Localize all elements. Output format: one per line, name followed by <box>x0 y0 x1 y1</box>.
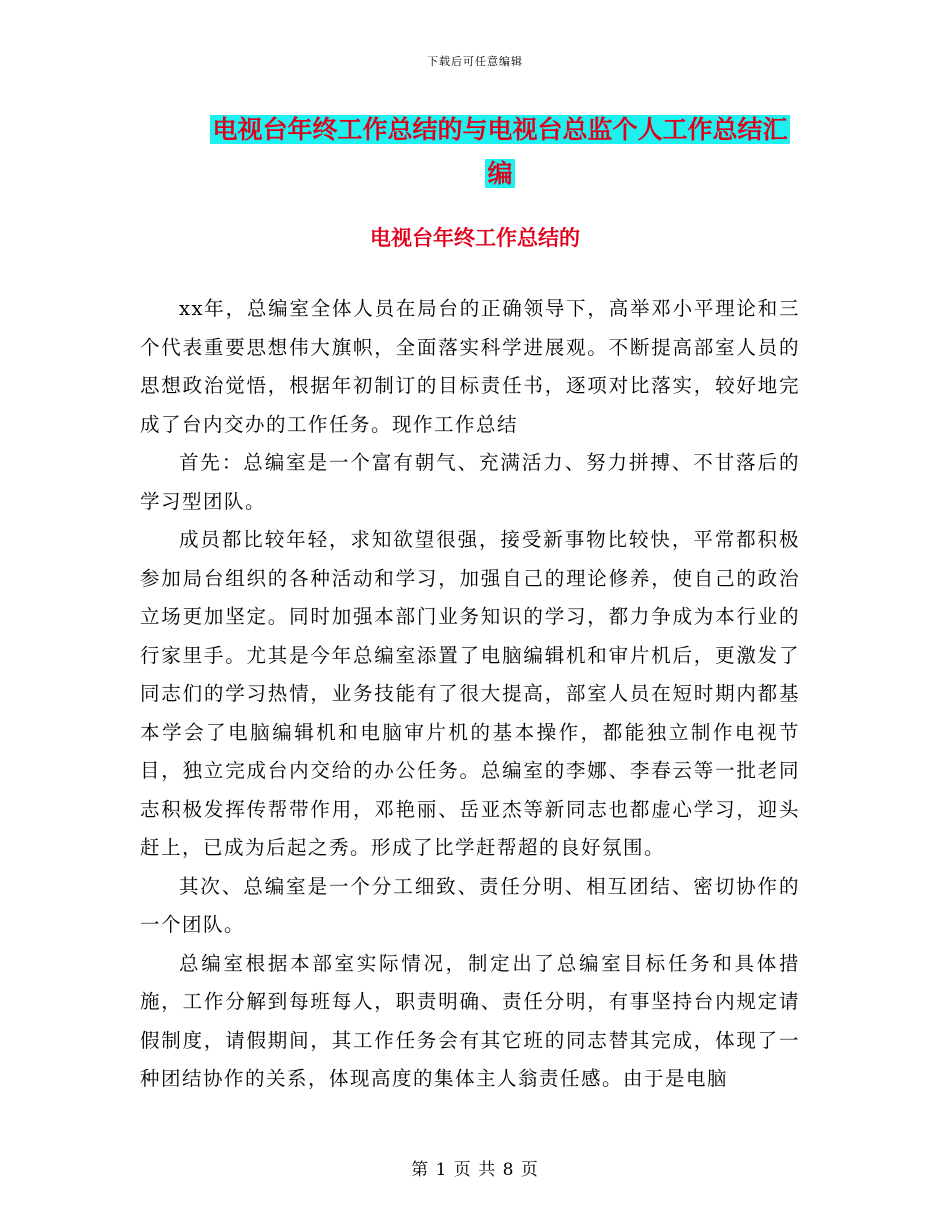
body-paragraph: 成员都比较年轻，求知欲望很强，接受新事物比较快，平常都积极参加局台组织的各种活动和学习，加强自己的理论修养，使自己的政治立场更加坚定。同时加强本部门业务知识的学习，都力争成为本行业的行家里手。尤其是今年总编室添置了电脑编辑机和审片机后，更激发了同志们的学习热情，业务技能有了很大提高，部室人员在短时期内都基本学会了电脑编辑机和电脑审片机的基本操作，都能独立制作电视节目，独立完成台内交给的办公任务。总编室的李娜、李春云等一批老同志积极发挥传帮带作用，邓艳丽、岳亚杰等新同志也都虚心学习，迎头赶上，已成为后起之秀。形成了比学赶帮超的良好氛围。 <box>140 528 800 859</box>
document-title-line-2: 编 <box>487 159 513 188</box>
page-header-note: 下载后可任意编辑 <box>427 55 523 68</box>
body-paragraph: 总编室根据本部室实际情况，制定出了总编室目标任务和具体措施，工作分解到每班每人，职责明确、责任分明，有事坚持台内规定请假制度，请假期间，其工作任务会有其它班的同志替其完成，体现了一种团结协作的关系，体现高度的集体主人翁责任感。由于是电脑 <box>140 951 800 1090</box>
body-paragraph: 其次、总编室是一个分工细致、责任分明、相互团结、密切协作的一个团队。 <box>140 874 800 936</box>
document-body <box>140 290 800 1099</box>
document-title <box>180 108 820 196</box>
section-title: 电视台年终工作总结的 <box>370 226 580 250</box>
document-title-line-1: 电视台年终工作总结的与电视台总监个人工作总结汇 <box>212 115 788 144</box>
page-number-footer: 第 1 页 共 8 页 <box>411 1160 539 1180</box>
body-paragraph: xx年，总编室全体人员在局台的正确领导下，高举邓小平理论和三个代表重要思想伟大旗帜，全面落实科学进展观。不断提高部室人员的思想政治觉悟，根据年初制订的目标责任书，逐项对比落实，较好地完成了台内交办的工作任务。现作工作总结 <box>140 297 800 436</box>
body-paragraph: 首先：总编室是一个富有朝气、充满活力、努力拼搏、不甘落后的学习型团队。 <box>140 451 800 513</box>
